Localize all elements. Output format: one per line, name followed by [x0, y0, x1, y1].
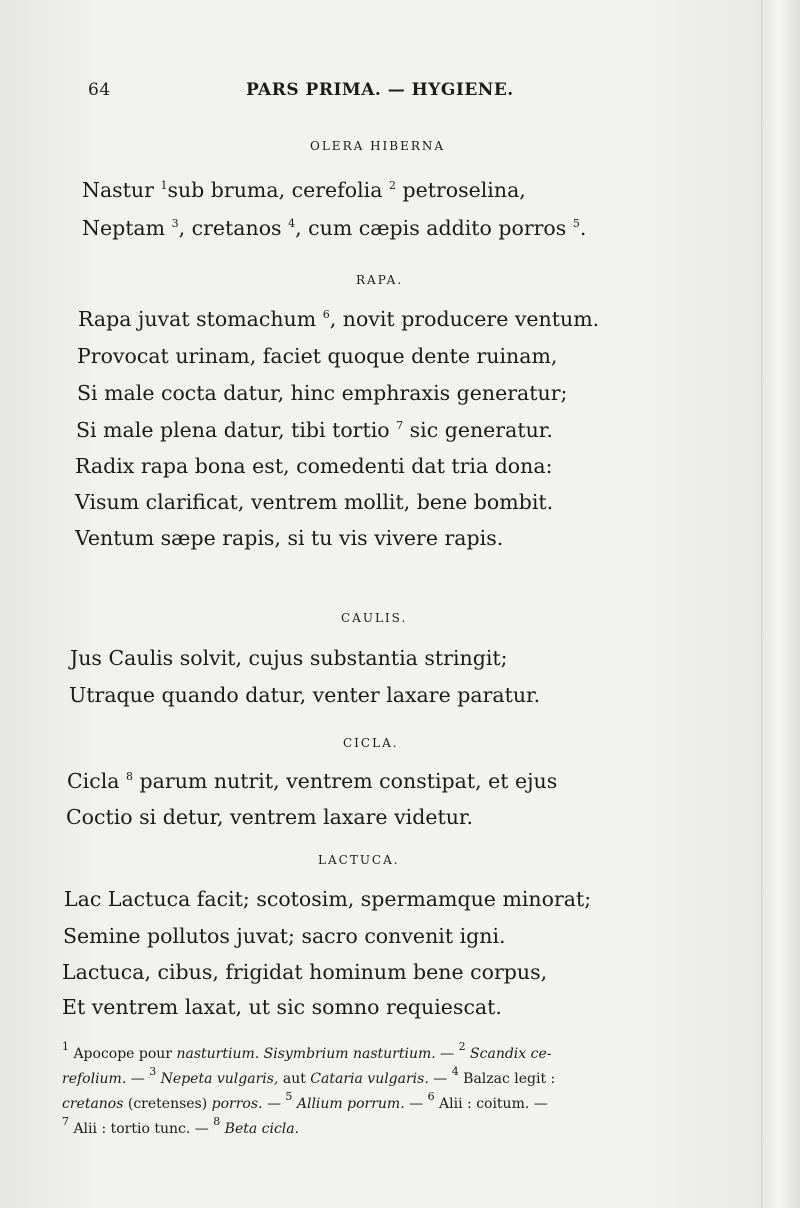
page-number: 64: [88, 80, 111, 100]
verse-line: Lactuca, cibus, frigidat hominum bene corpus,: [62, 960, 548, 984]
verse-line: Provocat urinam, faciet quoque dente ruinam,: [77, 344, 558, 368]
verse-line: Et ventrem laxat, ut sic somno requiescat.: [62, 995, 502, 1019]
footnote-line: $^7$ Alii : tortio tunc. — $^8$ Beta cicla.: [62, 1115, 300, 1137]
section-title-olera-hiberna: OLERA HIBERNA: [310, 139, 446, 153]
verse-line: Cicla $^8$ parum nutrit, ventrem constipat, et ejus: [67, 769, 558, 793]
verse-line: Radix rapa bona est, comedenti dat tria dona:: [75, 454, 553, 478]
section-title-lactuca: LACTUCA.: [318, 853, 400, 867]
verse-line: Si male cocta datur, hinc emphraxis generatur;: [77, 381, 568, 405]
section-title-cicla: CICLA.: [343, 736, 399, 750]
page-edge: [761, 0, 800, 1208]
running-title: PARS PRIMA. — HYGIENE.: [246, 80, 514, 100]
verse-line: Lac Lactuca facit; scotosim, spermamque minorat;: [64, 887, 592, 911]
verse-line: Jus Caulis solvit, cujus substantia stringit;: [70, 646, 508, 670]
verse-line: Visum clarificat, ventrem mollit, bene bombit.: [75, 490, 554, 514]
footnote-line: $^1$ Apocope pour nasturtium. Sisymbrium nasturtium. — $^2$ Scandix ce-: [62, 1040, 552, 1062]
verse-line: Semine pollutos juvat; sacro convenit igni.: [63, 924, 506, 948]
verse-line: Neptam $^3$, cretanos $^4$, cum cæpis addito porros $^5$.: [82, 216, 587, 240]
verse-line: Nastur $^1$sub bruma, cerefolia $^2$ petroselina,: [82, 178, 526, 202]
verse-line: Rapa juvat stomachum $^6$, novit producere ventum.: [78, 307, 600, 331]
footnote-line: cretanos (cretenses) porros. — $^5$ Allium porrum. — $^6$ Alii : coitum. —: [62, 1090, 548, 1112]
verse-line: Si male plena datur, tibi tortio $^7$ sic generatur.: [76, 418, 553, 442]
verse-line: Coctio si detur, ventrem laxare videtur.: [66, 805, 473, 829]
section-title-rapa: RAPA.: [356, 273, 404, 287]
verse-line: Utraque quando datur, venter laxare paratur.: [69, 683, 541, 707]
footnotes: [62, 1042, 680, 1142]
section-title-caulis: CAULIS.: [341, 611, 408, 625]
page-header: [88, 80, 528, 106]
footnote-line: refolium. — $^3$ Nepeta vulgaris, aut Cataria vulgaris. — $^4$ Balzac legit :: [62, 1065, 556, 1087]
verse-line: Ventum sæpe rapis, si tu vis vivere rapis.: [75, 526, 504, 550]
